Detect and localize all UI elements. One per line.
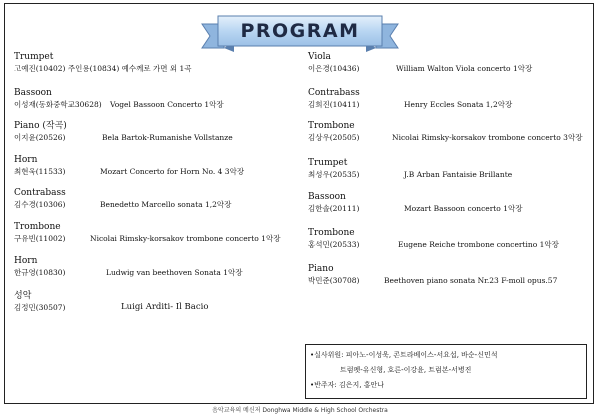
staff-note-box — [305, 344, 587, 399]
program-entry — [14, 222, 299, 256]
program-entry — [308, 228, 590, 264]
piece-title: Mozart Concerto for Horn No. 4 3악장 — [100, 167, 245, 176]
performer-name: 김상우(20505) — [308, 133, 360, 142]
instrument-label: Horn — [14, 256, 38, 266]
instrument-label: Horn — [14, 155, 38, 165]
program-entry — [14, 256, 299, 291]
program-entry — [14, 155, 299, 188]
program-title: PROGRAM — [240, 20, 360, 42]
right-program-column — [308, 52, 590, 297]
performer-name: 고예진(10402) 주인용(10834) 예수께로 가면 외 1곡 — [14, 64, 192, 73]
instrument-label: Trumpet — [308, 158, 348, 168]
performer-name: 김수경(10306) — [14, 200, 66, 209]
instrument-label: Trumpet — [14, 52, 54, 62]
piece-title: Nicolai Rimsky-korsakov trombone concerto 3악장 — [392, 133, 583, 142]
instrument-label: Trombone — [14, 222, 61, 232]
entry-line — [14, 132, 299, 143]
instrument-label: Contrabass — [308, 88, 360, 98]
instrument-label: 성악 — [14, 291, 32, 301]
program-entry — [308, 88, 590, 121]
performer-name: 홍석민(20533) — [308, 240, 360, 249]
performer-name: 구유빈(11002) — [14, 234, 66, 243]
instrument-label: Piano — [308, 264, 334, 274]
piece-title: Luigi Arditi- Il Bacio — [121, 302, 209, 312]
program-entry — [14, 188, 299, 222]
program-entry — [14, 291, 299, 324]
judges-line-continued: 트럼펫-유신형, 호른-이강윤, 트럼본-서병진 — [340, 366, 472, 374]
piece-title: Henry Eccles Sonata 1,2악장 — [404, 100, 513, 109]
entry-line — [308, 99, 590, 110]
instrument-label: Piano (작곡) — [14, 121, 67, 131]
piece-title: Nicolai Rimsky-korsakov trombone concerto 1악장 — [90, 234, 281, 243]
instrument-label: Trombone — [308, 228, 355, 238]
instrument-label: Trombone — [308, 121, 355, 131]
entry-line — [14, 267, 299, 278]
entry-line — [308, 203, 590, 214]
program-banner — [200, 12, 400, 56]
performer-name: 이은경(10436) — [308, 64, 360, 73]
program-entry — [308, 192, 590, 228]
left-program-column — [14, 52, 299, 324]
entry-line — [14, 166, 299, 177]
piece-title: Vogel Bassoon Concerto 1악장 — [110, 100, 224, 109]
entry-line — [14, 302, 299, 313]
entry-line — [308, 239, 590, 250]
instrument-label: Bassoon — [308, 192, 346, 202]
program-entry — [308, 121, 590, 158]
performer-name: 박민준(30708) — [308, 276, 360, 285]
piece-title: Bela Bartok-Rumanishe Vollstanze — [102, 133, 233, 142]
program-entry — [308, 158, 590, 192]
performer-name: 김희진(10411) — [308, 100, 360, 109]
accompanist-line: •반주자: 김은지, 홍안나 — [310, 381, 385, 389]
entry-line — [14, 233, 299, 244]
program-entry — [14, 121, 299, 155]
piece-title: Benedetto Marcello sonata 1,2악장 — [100, 200, 232, 209]
piece-title: Ludwig van beethoven Sonata 1악장 — [106, 268, 243, 277]
piece-title: Eugene Reiche trombone concertino 1악장 — [398, 240, 559, 249]
program-entry — [308, 52, 590, 88]
performer-name: 최현욱(11533) — [14, 167, 66, 176]
performer-name: 김정민(30507) — [14, 303, 66, 312]
entry-line — [14, 99, 299, 110]
entry-line — [14, 63, 299, 74]
piece-title: Mozart Bassoon concerto 1악장 — [404, 204, 523, 213]
entry-line — [308, 169, 590, 180]
piece-title: Beethoven piano sonata Nr.23 F-moll opus.57 — [384, 276, 558, 285]
entry-line — [308, 132, 590, 143]
judges-line: •실사위원: 피아노-이성욱, 콘트라베이스-서요섭, 바순-신민석 — [310, 351, 498, 359]
program-entry — [14, 52, 299, 88]
entry-line — [308, 63, 590, 74]
entry-line — [308, 275, 590, 286]
performer-name: 최성우(20535) — [308, 170, 360, 179]
program-entry — [14, 88, 299, 121]
performer-name: 김한솔(20111) — [308, 204, 360, 213]
performer-name: 한규영(10830) — [14, 268, 66, 277]
instrument-label: Bassoon — [14, 88, 52, 98]
program-entry — [308, 264, 590, 297]
piece-title: William Walton Viola concerto 1악장 — [396, 64, 533, 73]
performer-name: 이지윤(20526) — [14, 133, 66, 142]
performer-name: 이성재(동화중학교30628) — [14, 100, 102, 109]
instrument-label: Viola — [308, 52, 331, 62]
entry-line — [14, 199, 299, 210]
piece-title: J.B Arban Fantaisie Brillante — [404, 170, 513, 179]
instrument-label: Contrabass — [14, 188, 66, 198]
footer-text: 음악교육의 메신저 Donghwa Middle & High School Orchestra — [212, 407, 388, 414]
